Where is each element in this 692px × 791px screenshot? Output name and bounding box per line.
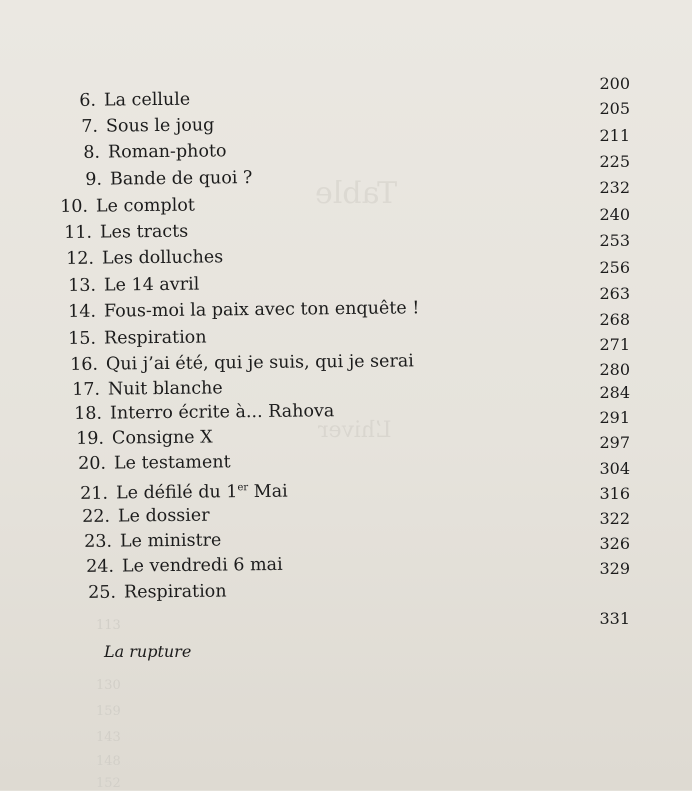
toc-entry — [76, 506, 210, 527]
bleed-through-number: 148 — [96, 754, 121, 769]
chapter-number: 22. — [82, 506, 111, 527]
page-number: 304 — [599, 459, 630, 478]
chapter-number: 16. — [70, 354, 99, 375]
page-number: 240 — [599, 205, 630, 224]
chapter-title: Le vendredi 6 mai — [121, 554, 283, 577]
page-number: 316 — [599, 484, 630, 503]
chapter-number: 19. — [76, 428, 105, 449]
toc-entry — [68, 401, 334, 424]
chapter-number: 13. — [68, 275, 97, 296]
chapter-title: Le testament — [113, 452, 231, 474]
chapter-number: 15. — [68, 328, 97, 349]
page-number: 284 — [599, 383, 630, 402]
chapter-number: 25. — [88, 582, 117, 603]
toc-entry — [74, 478, 288, 504]
chapter-number: 17. — [72, 379, 101, 400]
toc-entry — [80, 555, 283, 577]
chapter-title: Les tracts — [99, 221, 189, 243]
chapter-title: Nuit blanche — [107, 378, 223, 400]
toc-entry — [60, 247, 223, 269]
chapter-number: 14. — [68, 301, 97, 322]
toc-entry — [62, 298, 420, 322]
chapter-title: Consigne X — [111, 427, 213, 449]
ordinal-superscript: er — [237, 482, 249, 494]
chapter-number: 12. — [66, 248, 95, 269]
toc-entry — [70, 428, 213, 449]
chapter-title-end: Mai — [248, 481, 288, 503]
chapter-title: Le défilé du 1 — [115, 482, 238, 504]
chapter-title: Le 14 avril — [103, 274, 200, 296]
bleed-through-number: 143 — [96, 730, 121, 745]
chapter-title: Bande de quoi ? — [109, 168, 253, 190]
page-number: 268 — [599, 310, 630, 329]
bleed-through-number: 159 — [96, 704, 121, 719]
page-number: 297 — [599, 433, 630, 452]
toc-entry — [58, 222, 188, 243]
page-number: 322 — [599, 509, 630, 528]
bleed-through-heading: Table — [315, 176, 398, 211]
chapter-title: Le complot — [95, 195, 195, 217]
page-number: 205 — [599, 99, 630, 118]
toc-entry — [62, 90, 190, 111]
chapter-number: 7. — [81, 116, 99, 137]
chapter-number: 9. — [85, 169, 103, 190]
chapter-title: Sous le joug — [105, 115, 215, 137]
page-number: 256 — [599, 258, 630, 277]
toc-entry — [78, 530, 222, 551]
toc-entry — [68, 168, 253, 190]
page-number: 200 — [599, 74, 630, 93]
toc-entry — [64, 115, 214, 137]
chapter-number: 18. — [74, 403, 103, 424]
page-number: 331 — [599, 609, 630, 628]
chapter-title: Le ministre — [119, 530, 222, 552]
chapter-number: 10. — [60, 196, 89, 217]
chapter-number: 23. — [84, 531, 113, 552]
bleed-through-heading-2: L’hiver — [318, 418, 392, 443]
chapter-title: Qui j’ai été, qui je suis, qui je serai — [105, 351, 414, 375]
chapter-title: Fous-moi la paix avec ton enquête ! — [103, 298, 420, 322]
page-number: 326 — [599, 534, 630, 553]
page-number: 253 — [599, 231, 630, 250]
part-title: La rupture — [104, 642, 192, 661]
chapter-title: Le dossier — [117, 505, 210, 527]
bleed-through-number: 130 — [96, 678, 121, 693]
toc-entry — [66, 141, 227, 163]
page-number: 329 — [599, 559, 630, 578]
bleed-through-number: 113 — [96, 618, 121, 633]
page-number: 211 — [599, 126, 630, 145]
chapter-number: 8. — [83, 142, 101, 163]
bleed-through-number: 152 — [96, 776, 121, 791]
chapter-title: Les dolluches — [101, 247, 224, 269]
page-number: 232 — [599, 178, 630, 197]
chapter-title: Respiration — [123, 581, 227, 603]
page-number: 280 — [599, 360, 630, 379]
toc-entry — [62, 275, 199, 296]
toc-entry — [62, 327, 207, 349]
chapter-number: 20. — [78, 453, 107, 474]
toc-entry — [66, 378, 223, 400]
chapter-number: 6. — [79, 90, 97, 111]
chapter-number: 24. — [86, 556, 115, 577]
chapter-title: Respiration — [103, 327, 207, 349]
chapter-number: 11. — [64, 222, 93, 243]
page-number: 263 — [599, 284, 630, 303]
toc-entry — [72, 452, 231, 474]
toc-entry — [54, 196, 195, 217]
chapter-title: Roman-photo — [107, 141, 227, 163]
page-number: 225 — [599, 152, 630, 171]
toc-entry — [82, 581, 227, 603]
page-number: 291 — [599, 408, 630, 427]
toc-entry — [64, 351, 414, 375]
chapter-title: La cellule — [103, 89, 191, 111]
chapter-title: Interro écrite à... Rahova — [109, 401, 335, 424]
chapter-number: 21. — [80, 483, 109, 504]
page-number: 271 — [599, 335, 630, 354]
